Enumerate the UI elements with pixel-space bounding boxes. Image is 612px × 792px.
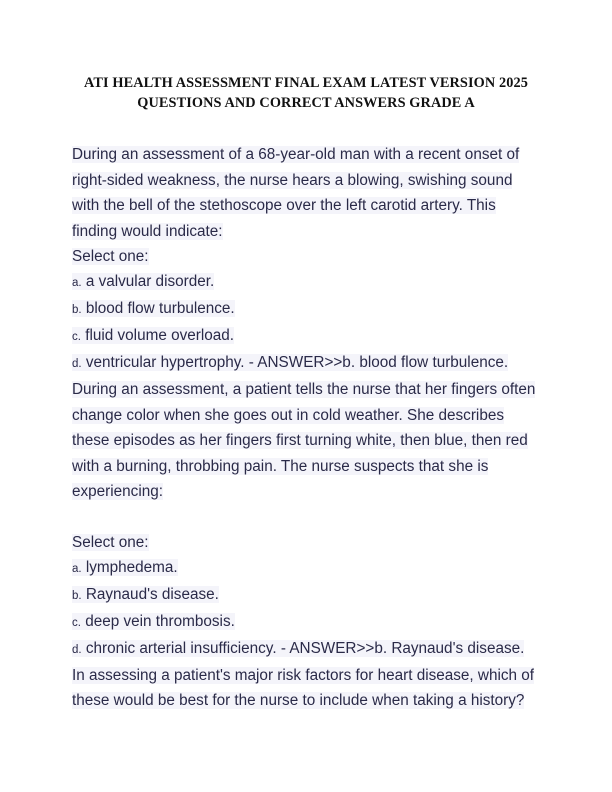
question-1-option-d-answer: d. ventricular hypertrophy. - ANSWER>>b. blood flow turbulence. <box>72 354 509 371</box>
question-2-option-d-answer: d. chronic arterial insufficiency. - ANSWER>>b. Raynaud's disease. <box>72 639 525 657</box>
question-2 <box>72 377 540 663</box>
question-2-option-b: b. Raynaud's disease. <box>72 585 219 603</box>
question-1-select-label: Select one: <box>72 248 149 265</box>
question-1 <box>72 142 540 377</box>
question-3-stem: In assessing a patient's major risk factors for heart disease, which of these would be best for the nurse to include when taking a history? <box>72 666 535 709</box>
question-2-option-c: c. deep vein thrombosis. <box>72 612 235 630</box>
document-title <box>72 0 540 113</box>
question-2-stem: During an assessment, a patient tells the nurse that her fingers often change color when she goes out in cold weather. She describes these episodes as her fingers first turning white, then blue, then red with a burning, throbbing pain. The nurse suspects that she is experiencing: <box>72 381 536 500</box>
question-2-option-a: a. lymphedema. <box>72 558 178 576</box>
title-line-2: QUESTIONS AND CORRECT ANSWERS GRADE A <box>137 95 475 111</box>
question-3 <box>72 663 540 714</box>
document-body <box>72 142 540 714</box>
question-1-option-a: a. a valvular disorder. <box>72 273 215 290</box>
question-1-option-c: c. fluid volume overload. <box>72 327 235 344</box>
question-2-select-label: Select one: <box>72 533 149 551</box>
blank-line <box>72 505 540 530</box>
title-line-1: ATI HEALTH ASSESSMENT FINAL EXAM LATEST VERSION 2025 <box>84 75 528 91</box>
question-1-option-b: b. blood flow turbulence. <box>72 300 235 317</box>
question-1-stem: During an assessment of a 68-year-old man with a recent onset of right-sided weakness, the nurse hears a blowing, swishing sound with the bell of the stethoscope over the left carotid artery. This finding would indicate: <box>72 146 520 240</box>
